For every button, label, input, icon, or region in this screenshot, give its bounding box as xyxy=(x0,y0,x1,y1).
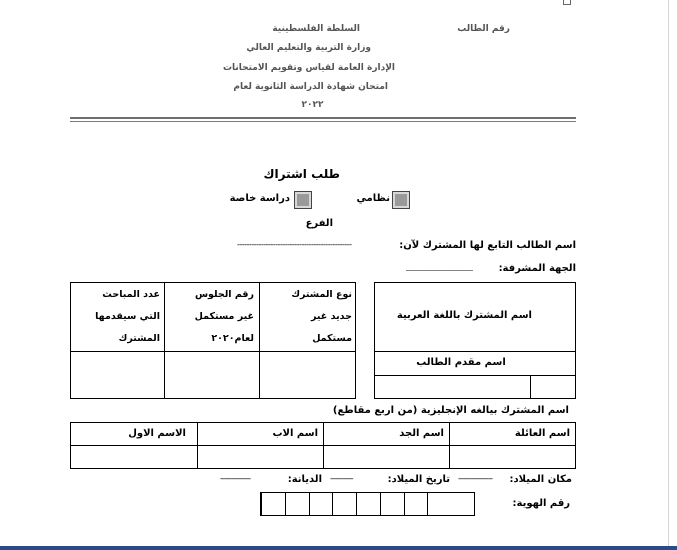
header-rule-top xyxy=(70,117,576,119)
family-name-input[interactable] xyxy=(450,446,575,468)
student-number-label: رقم الطالب xyxy=(457,24,510,34)
id-number-label: رقم الهوية: xyxy=(512,498,570,509)
id-digit-box[interactable] xyxy=(427,493,451,515)
type-input-cell[interactable] xyxy=(260,352,355,398)
regular-label: نظامي xyxy=(356,193,390,204)
id-digit-box[interactable] xyxy=(261,493,285,515)
subjects-header: عدد المباحث التي سيقدمها المشترك xyxy=(95,289,160,344)
birth-place-label: مكان الميلاد: xyxy=(509,474,572,485)
grandfather-name-header: اسم الجد xyxy=(399,428,444,439)
id-digit-box[interactable] xyxy=(380,493,404,515)
id-digit-box[interactable] xyxy=(451,493,474,515)
form-title: طلب اشتراك xyxy=(263,167,340,181)
presenter-input-right[interactable] xyxy=(531,376,575,398)
id-digit-box[interactable] xyxy=(404,493,428,515)
page-corner-marker xyxy=(563,0,571,5)
father-name-input[interactable] xyxy=(198,446,323,468)
father-name-header: اسم الاب xyxy=(272,428,318,439)
birth-place-dashes[interactable]: ------------------ xyxy=(458,474,492,483)
seat-header: رقم الجلوس غير مستكمل لعام٢٠٢٠ xyxy=(194,289,254,344)
presenter-input-left[interactable] xyxy=(375,376,530,398)
exam-line: امتحان شهادة الدراسة الثانوية لعام xyxy=(233,82,388,92)
directorate-line: الإدارة العامة لقياس وتقويم الامتحانات xyxy=(222,63,395,73)
authority-line: السلطة الفلسطينية xyxy=(272,24,360,34)
school-dashes[interactable]: ------------------------------------------------ xyxy=(237,240,352,249)
religion-dashes[interactable]: ---------------- xyxy=(220,474,251,483)
private-study-label: دراسة خاصة xyxy=(229,193,290,204)
religion-label: الديانة: xyxy=(287,474,322,485)
type-header: نوع المشترك جديد غير مستكمل xyxy=(291,289,352,344)
id-digit-box[interactable] xyxy=(356,493,380,515)
id-number-boxes xyxy=(260,492,475,516)
english-name-heading: اسم المشترك بيالغه الإنجليزية (من اربع مقاطع) xyxy=(332,405,569,416)
private-study-checkbox[interactable] xyxy=(294,191,312,209)
subjects-input-cell[interactable] xyxy=(71,352,164,398)
school-label: اسم الطالب التابع لها المشترك لآن: xyxy=(399,240,576,251)
id-digit-box[interactable] xyxy=(309,493,333,515)
id-digit-box[interactable] xyxy=(285,493,309,515)
arabic-name-label: اسم المشترك باللغة العربية xyxy=(396,310,532,321)
bottom-status-bar xyxy=(0,546,677,550)
right-table-hline-1 xyxy=(374,351,576,352)
first-name-input[interactable] xyxy=(71,446,197,468)
header-rule-bottom xyxy=(70,121,576,122)
regular-checkbox[interactable] xyxy=(392,191,410,209)
grandfather-name-input[interactable] xyxy=(324,446,449,468)
supervisor-label: الجهة المشرفة: xyxy=(498,263,576,274)
exam-year: ٢٠٢٢ xyxy=(301,100,324,110)
first-name-header: الاسم الاول xyxy=(128,428,186,439)
branch-label: الفرع xyxy=(305,218,333,229)
birth-date-dashes[interactable]: ------------ xyxy=(330,474,353,483)
id-digit-box[interactable] xyxy=(332,493,356,515)
birth-date-label: تاريخ الميلاد: xyxy=(387,474,450,485)
family-name-header: اسم العائلة xyxy=(514,428,570,439)
presenter-label: اسم مقدم الطالب xyxy=(416,357,506,368)
seat-input-cell[interactable] xyxy=(165,352,259,398)
page-edge xyxy=(668,0,669,546)
ministry-line: وزارة التربية والتعليم العالي xyxy=(246,43,371,53)
supervisor-dashes[interactable]: ______________________ xyxy=(406,262,472,271)
